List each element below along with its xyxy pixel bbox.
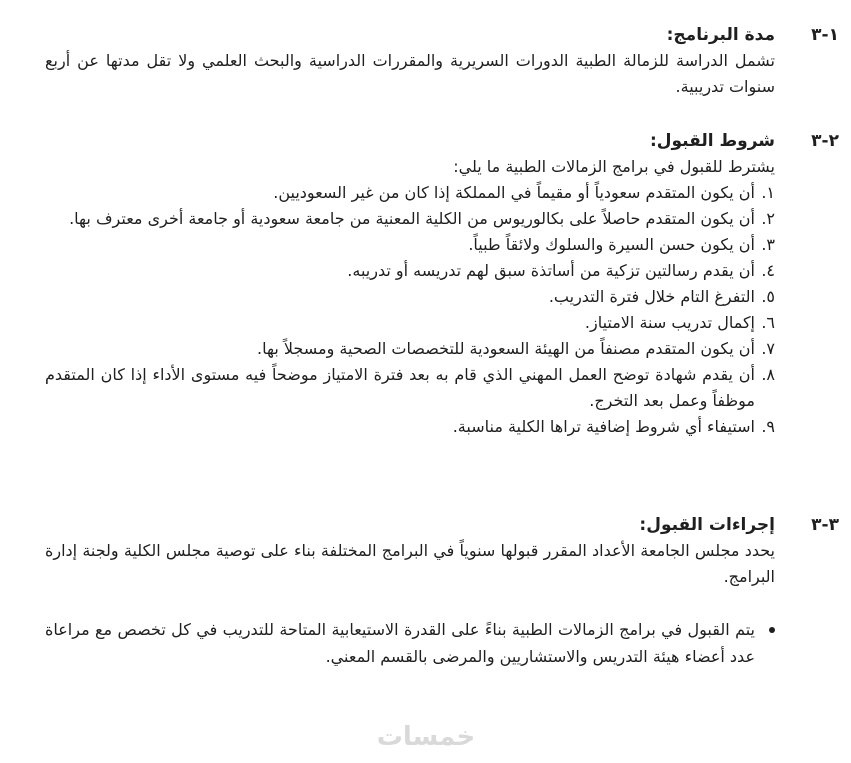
section-heading <box>0 22 851 48</box>
item-text: إكمال تدريب سنة الامتياز. <box>584 313 755 332</box>
section-admission-procedures <box>0 512 851 670</box>
item-text: استيفاء أي شروط إضافية تراها الكلية مناسبة. <box>452 417 755 436</box>
item-number: ٣. <box>761 235 775 254</box>
list-item <box>45 336 775 362</box>
item-text: أن يكون المتقدم مصنفاً من الهيئة السعودية للتخصصات الصحية ومسجلاً بها. <box>257 339 755 358</box>
item-text: التفرغ التام خلال فترة التدريب. <box>548 287 755 306</box>
watermark-logo: خمسات <box>376 722 476 752</box>
section-body: تشمل الدراسة للزمالة الطبية الدورات السريرية والمقررات الدراسية والبحث العلمي ولا تقل مدتها عن أربع سنوات تدريبية. <box>45 51 775 96</box>
list-item <box>45 362 775 414</box>
list-item <box>45 310 775 336</box>
list-item <box>45 206 775 232</box>
bullet-item <box>45 616 775 670</box>
bullet-text: يتم القبول في برامج الزمالات الطبية بناءً على القدرة الاستيعابية المتاحة للتدريب في كل تخصص مع مراعاة عدد أعضاء هيئة التدريس والاستشاريين والمرضى بالقسم المعني. <box>45 620 755 666</box>
list-item <box>45 232 775 258</box>
section-program-duration <box>0 22 851 100</box>
item-number: ٢. <box>761 209 775 228</box>
section-number: ١-٣ <box>811 25 839 45</box>
item-number: ١. <box>761 183 775 202</box>
item-number: ٤. <box>761 261 775 280</box>
item-text: أن يكون المتقدم سعودياً أو مقيماً في المملكة إذا كان من غير السعوديين. <box>273 183 755 202</box>
list-item <box>45 180 775 206</box>
item-number: ٩. <box>761 417 775 436</box>
item-number: ٥. <box>761 287 775 306</box>
section-intro: يشترط للقبول في برامج الزمالات الطبية ما يلي: <box>453 157 775 176</box>
section-title: إجراءات القبول: <box>639 515 775 535</box>
list-item <box>45 284 775 310</box>
section-heading <box>0 512 851 538</box>
section-number: ٣-٣ <box>811 515 839 535</box>
section-admission-requirements <box>0 128 851 440</box>
item-number: ٨. <box>761 365 775 384</box>
bullet-dot-icon <box>769 627 775 633</box>
item-text: أن يقدم رسالتين تزكية من أساتذة سبق لهم تدريسه أو تدريبه. <box>347 261 755 280</box>
item-text: أن يقدم شهادة توضح العمل المهني الذي قام به بعد فترة الامتياز موضحاً فيه مستوى الأداء إذا كان المتقدم موظفاً وعمل بعد التخرج. <box>45 365 755 410</box>
item-number: ٧. <box>761 339 775 358</box>
section-number: ٢-٣ <box>811 131 839 151</box>
item-text: أن يكون حسن السيرة والسلوك ولائقاً طبياً. <box>468 235 755 254</box>
section-heading <box>0 128 851 154</box>
list-item <box>45 414 775 440</box>
item-text: أن يكون المتقدم حاصلاً على بكالوريوس من الكلية المعنية من جامعة سعودية أو جامعة أخرى معترف بها. <box>69 209 755 228</box>
requirements-list <box>45 180 775 440</box>
list-item <box>45 258 775 284</box>
section-title: شروط القبول: <box>649 131 775 151</box>
section-title: مدة البرنامج: <box>666 25 775 45</box>
section-body: يحدد مجلس الجامعة الأعداد المقرر قبولها سنوياً في البرامج المختلفة بناء على توصية مجلس الكلية ولجنة إدارة البرامج. <box>45 541 775 586</box>
item-number: ٦. <box>761 313 775 332</box>
